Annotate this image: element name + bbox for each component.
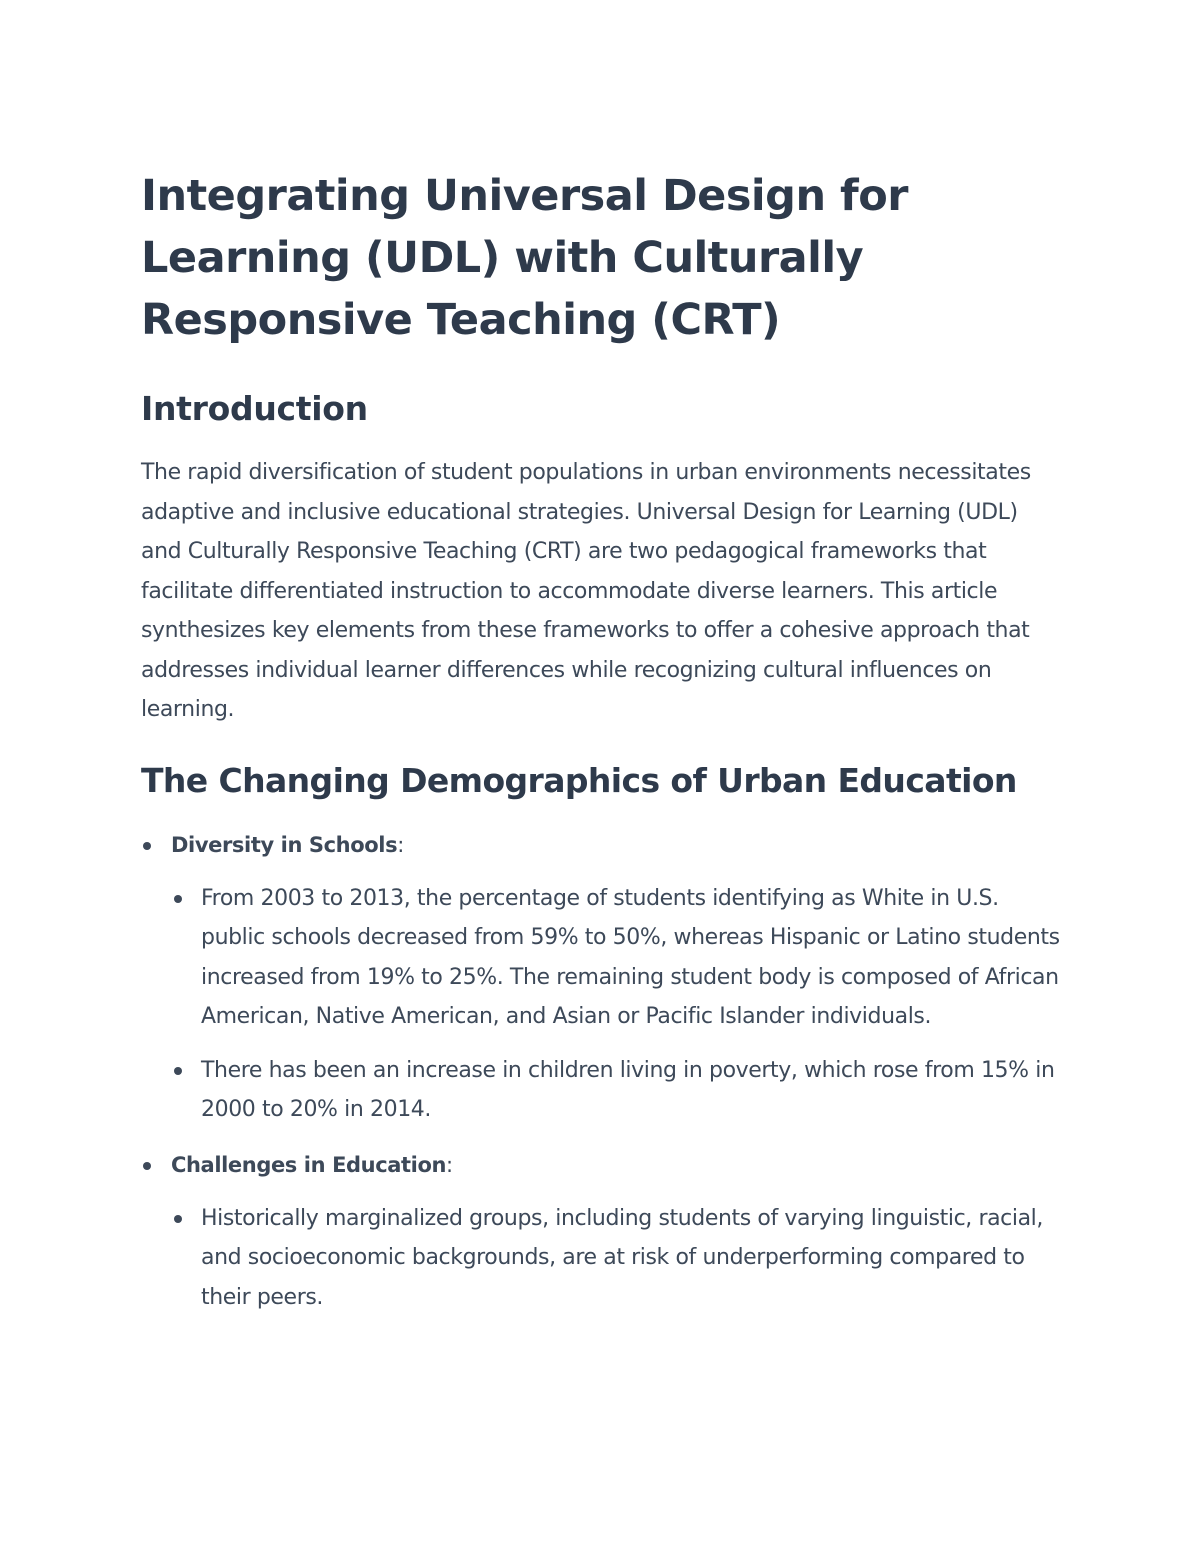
document-page xyxy=(141,165,1061,1317)
list-item-label: Challenges in Education xyxy=(171,1152,447,1177)
title-line-3: Responsive Teaching (CRT) xyxy=(141,295,781,345)
list-item-challenges-in-education xyxy=(141,1146,1061,1318)
bullet-icon xyxy=(174,895,182,903)
sub-list xyxy=(171,879,1061,1130)
sub-list-item-text: From 2003 to 2013, the percentage of students identifying as White in U.S. public schools decreased from 59% to 50%, whereas Hispanic or Latino students increased from 19% to 25%. The remaining student body is composed of African American, Native American, and Asian or Pacific Islander individuals. xyxy=(201,885,1060,1029)
title-line-2: Learning (UDL) with Culturally xyxy=(141,233,864,283)
bullet-icon xyxy=(143,1162,151,1170)
list-item-colon: : xyxy=(446,1152,454,1177)
title-line-1: Integrating Universal Design for xyxy=(141,171,908,221)
bullet-icon xyxy=(174,1067,182,1075)
list-item-colon: : xyxy=(397,832,405,857)
sub-list-item xyxy=(171,1199,1061,1318)
introduction-heading: Introduction xyxy=(141,389,368,428)
list-item-label: Diversity in Schools xyxy=(171,832,398,857)
demographics-list xyxy=(141,826,1061,1318)
sub-list xyxy=(171,1199,1061,1318)
sub-list-item xyxy=(171,879,1061,1037)
sub-list-item-text: There has been an increase in children living in poverty, which rose from 15% in 2000 to 20% in 2014. xyxy=(201,1057,1055,1122)
bullet-icon xyxy=(143,842,151,850)
demographics-heading: The Changing Demographics of Urban Education xyxy=(141,760,1017,800)
sub-list-item xyxy=(171,1051,1061,1130)
introduction-paragraph: The rapid diversification of student populations in urban environments necessitates adaptive and inclusive educational strategies. Universal Design for Learning (UDL) and Culturally Responsive Teaching (CRT) are two pedagogical frameworks that facilitate differentiated instruction to accommodate diverse learners. This article synthesizes key elements from these frameworks to offer a cohesive approach that addresses individual learner differences while recognizing cultural influences on learning. xyxy=(141,460,1031,722)
document-title xyxy=(141,165,1061,351)
bullet-icon xyxy=(174,1215,182,1223)
list-item-diversity-in-schools xyxy=(141,826,1061,1130)
sub-list-item-text: Historically marginalized groups, including students of varying linguistic, racial, and socioeconomic backgrounds, are at risk of underperforming compared to their peers. xyxy=(201,1205,1043,1310)
